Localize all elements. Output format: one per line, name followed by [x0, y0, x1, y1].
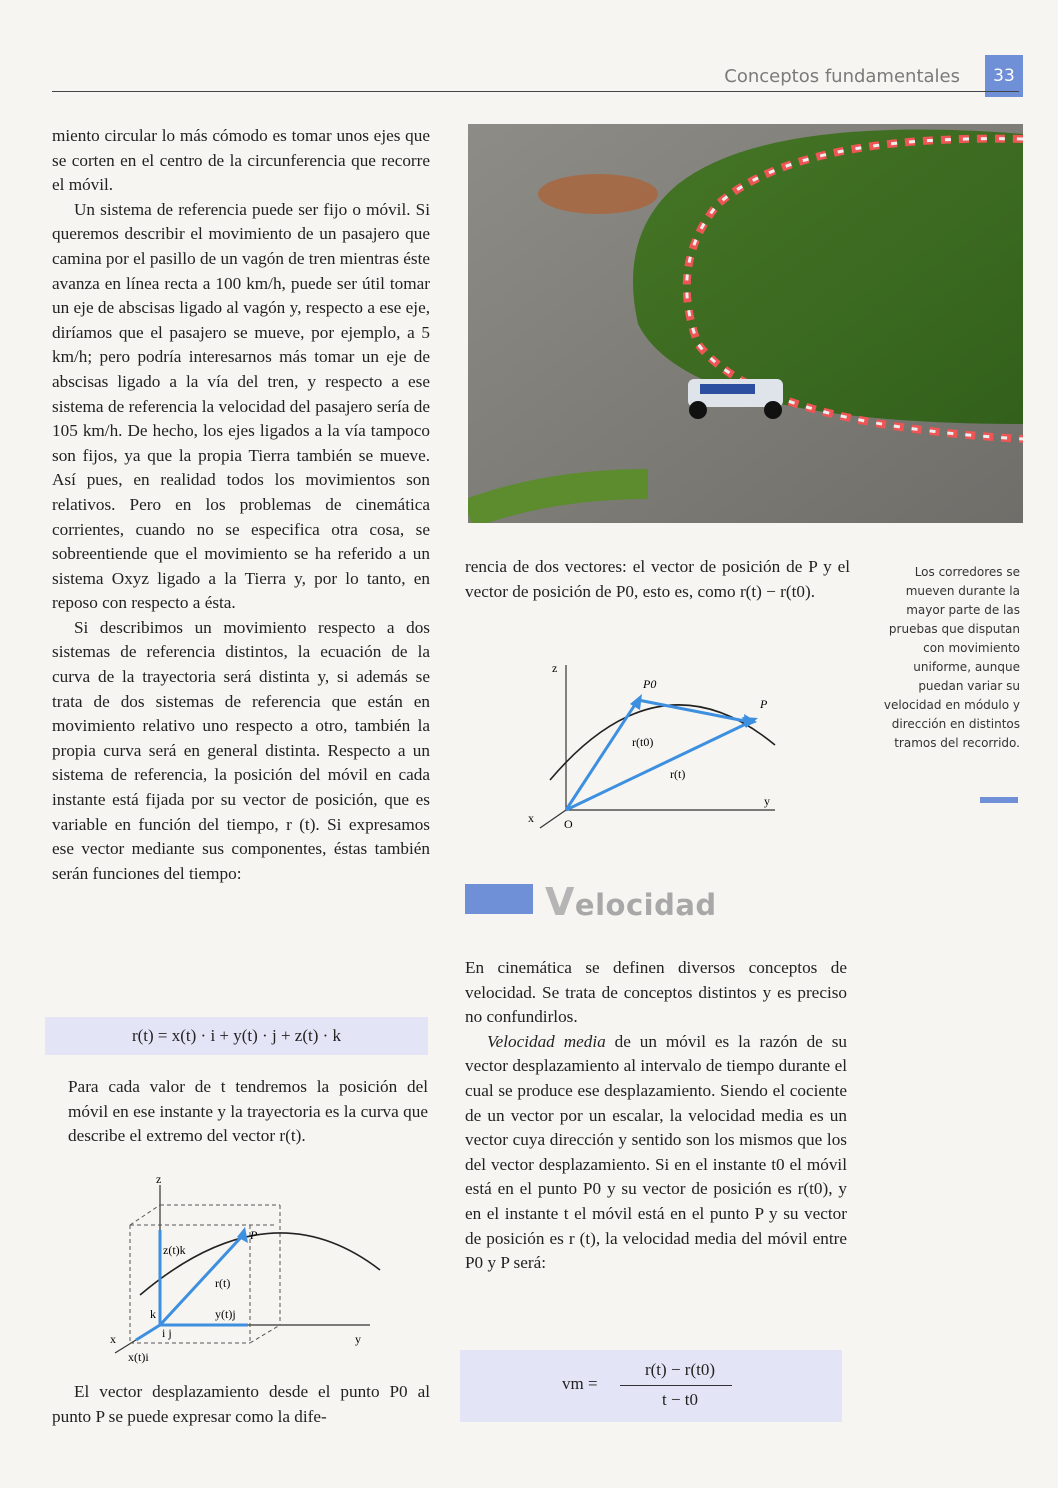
x-axis-label-2: x — [528, 811, 534, 825]
term-velocidad-media: Velocidad media — [487, 1031, 606, 1051]
P-label: P — [250, 1228, 258, 1242]
origin-label: O — [564, 817, 573, 831]
P-label-2: P — [760, 697, 768, 711]
left-column-top — [52, 124, 430, 886]
left-column-mid — [68, 1075, 428, 1149]
paragraph-r2: En cinemática se definen diversos conceptos de velocidad. Se trata de conceptos distintos y es preciso no confundirlos. — [465, 958, 847, 1027]
right-column-bottom — [465, 956, 847, 1276]
z-axis-label-2: z — [552, 661, 558, 675]
paragraph-r3: de un móvil es la razón de su vector desplazamiento al intervalo de tiempo durante el cual se produce ese desplazamiento. Siendo el cociente de un vector por un escalar, la velocidad media es un vector cuya dirección y sentido son los mismos que los del vector desplazamiento. Si en el instante t0 el móvil está en el punto P0 y su vector de posición es r(t0), y en el instante t el móvil está en el punto P y su vector de posición es r (t), la velocidad media del móvil entre P0 y P será: — [465, 1031, 847, 1273]
ij-label: i j — [162, 1326, 172, 1340]
paragraph-5: El vector desplazamiento desde el punto P0 al punto P se puede expresar como la dife- — [52, 1382, 430, 1426]
yj-label: y(t)j — [215, 1307, 236, 1321]
race-track-photo — [468, 124, 1023, 523]
paragraph-3: Si describimos un movimiento respecto a dos sistemas de referencia distintos, la ecuación de la curva de la trayectoria será distinta y, si además se trata de dos sistemas de referencia que están en movimiento relativo uno respecto a otro, también la propia curva será en general distinta. Respecto a un sistema de referencia, la posición del móvil en cada instante está fijada por su vector de posición, que es variable en función del tiempo, r (t). Si expresamos ese vector mediante sus componentes, éstas también serán funciones del tiempo: — [52, 617, 430, 883]
vm-denominator: t − t0 — [661, 1390, 699, 1409]
vm-lhs: vm = — [562, 1374, 598, 1393]
rt0-label: r(t0) — [632, 735, 654, 749]
section-title-initial: V — [545, 880, 575, 924]
vm-numerator: r(t) − r(t0) — [644, 1360, 715, 1379]
section-accent-block — [465, 884, 533, 914]
z-axis-label: z — [156, 1175, 162, 1186]
k-label: k — [150, 1307, 156, 1321]
section-title — [545, 880, 717, 924]
xi-label: x(t)i — [128, 1350, 149, 1364]
paragraph-4: Para cada valor de t tendremos la posición del móvil en ese instante y la trayectoria es la curva que describe el extremo del vector r(t). — [68, 1077, 428, 1146]
mean-velocity-formula — [460, 1350, 842, 1422]
y-axis-label: y — [355, 1332, 361, 1346]
running-header: Conceptos fundamentales — [724, 66, 960, 87]
P0-label: P0 — [643, 677, 657, 691]
paragraph-2: Un sistema de referencia puede ser fijo o móvil. Si queremos describir el movimiento de un pasajero que camina por el pasillo de un vagón de tren mientras éste avanza en línea recta a 100 km/h, puede ser útil tomar un eje de abscisas ligado al vagón y, respecto a ese eje, diríamos que el pasajero se mueve, por ejemplo, a 5 km/h; pero podría interesarnos más tomar un eje de abscisas ligado a la vía del tren, y respecto a ese sistema de referencia la velocidad del pasajero sería de 105 km/h. De hecho, los ejes ligados a la vía tampoco son fijos, ya que la propia Tierra también se mueve. Así pues, en realidad todos los movimientos son relativos. Pero en los problemas de cinemática corrientes, cuando no se especifica otra cosa, se sobreentiende que el movimiento se ha referido a un sistema Oxyz ligado a la Tierra y, por lo tanto, en reposo con respecto a ésta. — [52, 199, 430, 613]
caption-accent-bar — [980, 797, 1018, 803]
zk-label: z(t)k — [163, 1243, 186, 1257]
page-number: 33 — [985, 55, 1023, 97]
position-vector-formula — [45, 1017, 428, 1055]
fraction-bar — [620, 1385, 732, 1386]
photo-caption: Los corredores se mueven durante la mayor parte de las pruebas que disputan con movimiento uniforme, aunque puedan variar su velocidad en módulo y dirección en distintos tramos del recorrido. — [883, 565, 1020, 750]
components-diagram — [100, 1175, 385, 1380]
paragraph-1: miento circular lo más cómodo es tomar unos ejes que se corten en el centro de la circunferencia que recorre el móvil. — [52, 126, 430, 195]
displacement-diagram — [520, 660, 790, 835]
left-column-bottom — [52, 1380, 430, 1429]
formula-text: r(t) = x(t) · i + y(t) · j + z(t) · k — [131, 1026, 342, 1045]
x-axis-label: x — [110, 1332, 116, 1346]
header-rule — [52, 91, 1019, 92]
rt-label: r(t) — [215, 1276, 231, 1290]
rt-label-2: r(t) — [670, 767, 686, 781]
y-axis-label-2: y — [764, 794, 770, 808]
right-column-top — [465, 555, 850, 604]
section-title-rest: elocidad — [574, 888, 717, 922]
paragraph-r1: rencia de dos vectores: el vector de posición de P y el vector de posición de P0, esto es, como r(t) − r(t0). — [465, 557, 850, 601]
